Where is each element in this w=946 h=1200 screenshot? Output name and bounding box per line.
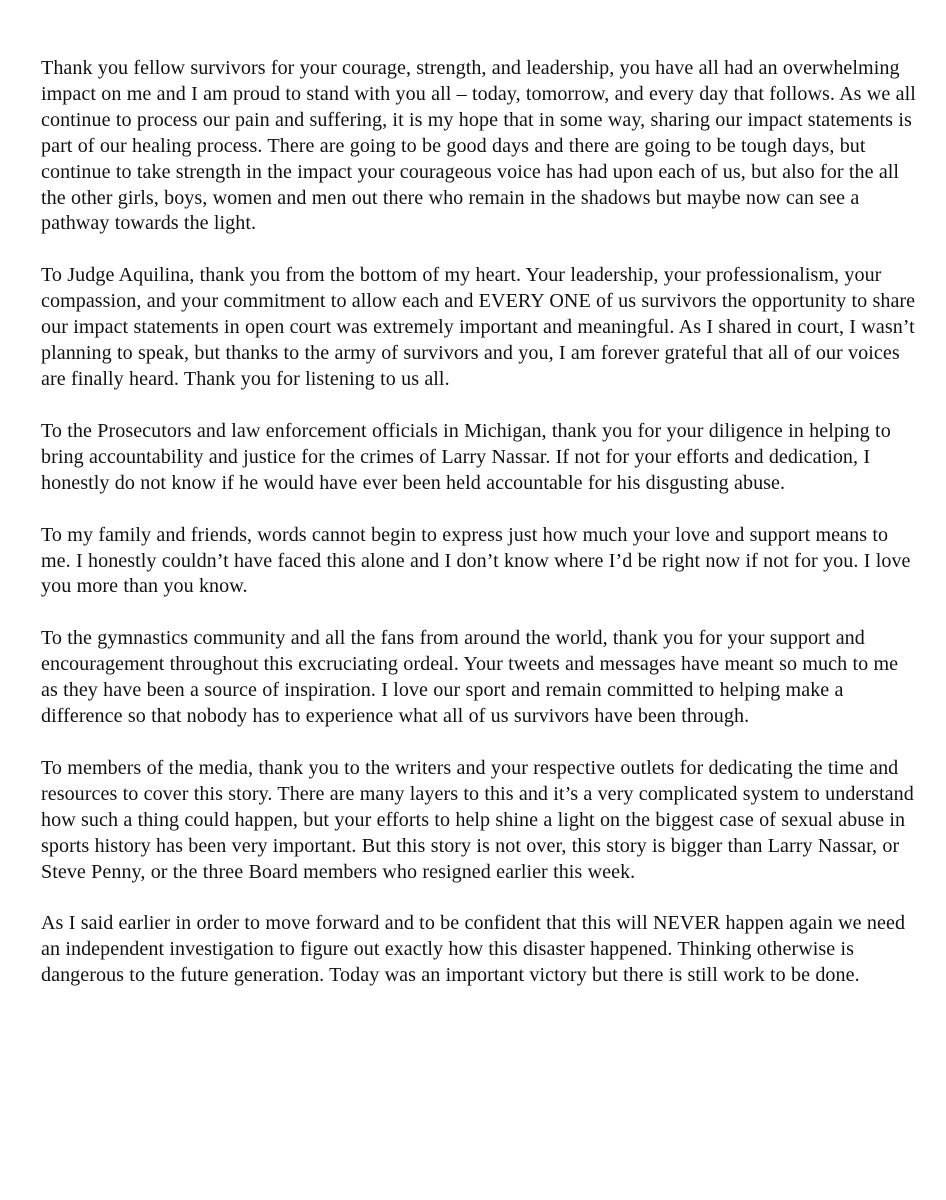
paragraph-prosecutors: To the Prosecutors and law enforcement officials in Michigan, thank you for your diligence in helping to bring accountability and justice for the crimes of Larry Nassar. If not for your efforts and dedication, I honestly do not know if he would have ever been held accountable for his disgusting abuse. [41,419,891,494]
paragraph-media: To members of the media, thank you to the writers and your respective outlets for dedicating the time and resources to cover this story. There are many layers to this and it’s a very complicated system to understand how such a thing could happen, but your efforts to help shine a light on the biggest case of sexual abuse in sports history has been very important. But this story is not over, this story is bigger than Larry Nassar, or Steve Penny, or the three Board members who resigned earlier this week. [41,756,914,883]
paragraph-family-friends: To my family and friends, words cannot begin to express just how much your love and support means to me. I honestly couldn’t have faced this alone and I don’t know where I’d be right now if not for you. I love you more than you know. [41,523,911,598]
paragraph-judge-aquilina: To Judge Aquilina, thank you from the bottom of my heart. Your leadership, your professionalism, your compassion, and your commitment to allow each and EVERY ONE of us survivors the opportunity to share our impact statements in open court was extremely important and meaningful. As I shared in court, I wasn’t planning to speak, but thanks to the army of survivors and you, I am forever grateful that all of our voices are finally heard. Thank you for listening to us all. [41,264,916,390]
paragraph-investigation: As I said earlier in order to move forward and to be confident that this will NEVER happen again we need an independent investigation to figure out exactly how this disaster happened. Thinking otherwise is dangerous to the future generation. Today was an important victory but there is still work to be done. [41,912,906,987]
paragraph-survivors: Thank you fellow survivors for your courage, strength, and leadership, you have all had an overwhelming impact on me and I am proud to stand with you all – today, tomorrow, and every day that follows. As we all continue to process our pain and suffering, it is my hope that in some way, sharing our impact statements is part of our healing process. There are going to be good days and there are going to be tough days, but continue to take strength in the impact your courageous voice has had upon each of us, but also for the all the other girls, boys, women and men out there who remain in the shadows but maybe now can see a pathway towards the light. [41,57,916,235]
paragraph-gymnastics-community: To the gymnastics community and all the fans from around the world, thank you for your support and encouragement throughout this excruciating ordeal. Your tweets and messages have meant so much to me as they have been a source of inspiration. I love our sport and remain committed to helping make a difference so that nobody has to experience what all of us survivors have been through. [41,627,899,728]
